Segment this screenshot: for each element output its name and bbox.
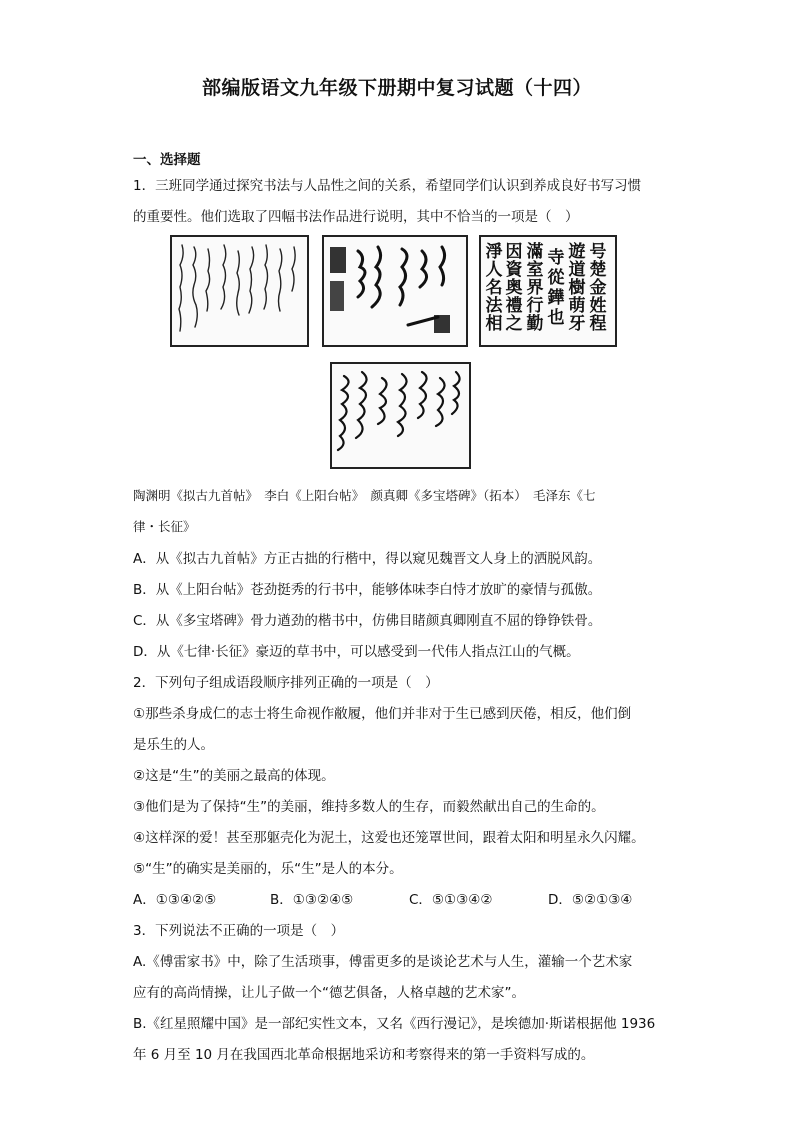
q3-stem: 3．下列说法不正确的一项是（ ） xyxy=(133,923,345,939)
q2-stem: 2．下列句子组成语段顺序排列正确的一项是（ ） xyxy=(133,675,439,691)
q2-option-c: C．⑤①③④② xyxy=(409,892,493,908)
q1-caption-line1: 陶渊明《拟古九首帖》 李白《上阳台帖》 颜真卿《多宝塔碑》（拓本） 毛泽东《七 xyxy=(133,488,596,503)
calligraphy-characters-3 xyxy=(481,237,615,345)
q1-option-c: C．从《多宝塔碑》骨力遒劲的楷书中，仿佛目睹颜真卿刚直不屈的铮铮铁骨。 xyxy=(133,613,602,629)
calligraphy-image-li-bai xyxy=(322,235,468,347)
calligraphy-image-tao-yuanming xyxy=(170,235,309,347)
q1-option-b: B．从《上阳台帖》苍劲挺秀的行书中，能够体味李白恃才放旷的豪情与孤傲。 xyxy=(133,582,602,598)
q2-sentence-1-line2: 是乐生的人。 xyxy=(133,737,214,753)
q1-stem-line2: 的重要性。他们选取了四幅书法作品进行说明，其中不恰当的一项是（ ） xyxy=(133,209,579,225)
page-title: 部编版语文九年级下册期中复习试题（十四） xyxy=(201,77,592,99)
rubbing-col-1: 号楚金姓程 xyxy=(589,242,607,334)
q1-option-d: D．从《七律·长征》豪迈的草书中，可以感受到一代伟人指点江山的气概。 xyxy=(133,644,580,660)
svg-text:寺從鏵也: 寺從鏵也 xyxy=(547,248,565,328)
q2-sentence-2: ②这是“生”的美丽之最高的体现。 xyxy=(133,768,335,784)
q2-option-a: A．①③④②⑤ xyxy=(133,892,217,908)
svg-text:遊道樹萌牙: 遊道樹萌牙 xyxy=(568,242,586,334)
svg-text:因資奥禮之: 因資奥禮之 xyxy=(505,242,523,334)
q2-sentence-4: ④这样深的爱！甚至那躯壳化为泥土，这爱也还笼罩世间，跟着太阳和明星永久闪耀。 xyxy=(133,830,645,846)
calligraphy-image-yan-zhenqing xyxy=(479,235,617,347)
svg-text:滿室界行勤: 滿室界行勤 xyxy=(526,242,544,334)
calligraphy-image-mao-zedong xyxy=(330,362,471,469)
calligraphy-strokes-2 xyxy=(324,237,466,345)
q3-option-b-line1: B.《红星照耀中国》是一部纪实性文本，又名《西行漫记》，是埃德加·斯诺根据他 1936 xyxy=(133,1016,656,1032)
q2-option-b: B．①③②④⑤ xyxy=(270,892,354,908)
q3-option-a-line1: A.《傅雷家书》中，除了生活琐事，傅雷更多的是谈论艺术与人生，灌输一个艺术家 xyxy=(133,954,633,970)
q1-stem-line1: 1．三班同学通过探究书法与人品性之间的关系，希望同学们认识到养成良好书写习惯 xyxy=(133,178,642,194)
q2-sentence-1-line1: ①那些杀身成仁的志士将生命视作敝履，他们并非对于生已感到厌倦，相反，他们倒 xyxy=(133,706,632,722)
section-heading: 一、选择题 xyxy=(133,152,201,168)
q3-option-a-line2: 应有的高尚情操，让儿子做一个“德艺俱备，人格卓越的艺术家”。 xyxy=(133,985,525,1001)
q3-option-b-line2: 年 6 月至 10 月在我国西北革命根据地采访和考察得来的第一手资料写成的。 xyxy=(133,1047,595,1063)
q2-sentence-5: ⑤“生”的确实是美丽的，乐“生”是人的本分。 xyxy=(133,861,403,877)
q2-option-d: D．⑤②①③④ xyxy=(548,892,633,908)
q1-option-a: A．从《拟古九首帖》方正古拙的行楷中，得以窥见魏晋文人身上的洒脱风韵。 xyxy=(133,551,602,567)
calligraphy-strokes-4 xyxy=(332,364,469,467)
q1-caption-line2: 律・长征》 xyxy=(133,519,196,534)
calligraphy-strokes-1 xyxy=(172,237,307,345)
q2-sentence-3: ③他们是为了保持“生”的美丽，维持多数人的生存，而毅然献出自己的生命的。 xyxy=(133,799,605,815)
svg-text:淨人名法相: 淨人名法相 xyxy=(485,242,503,334)
